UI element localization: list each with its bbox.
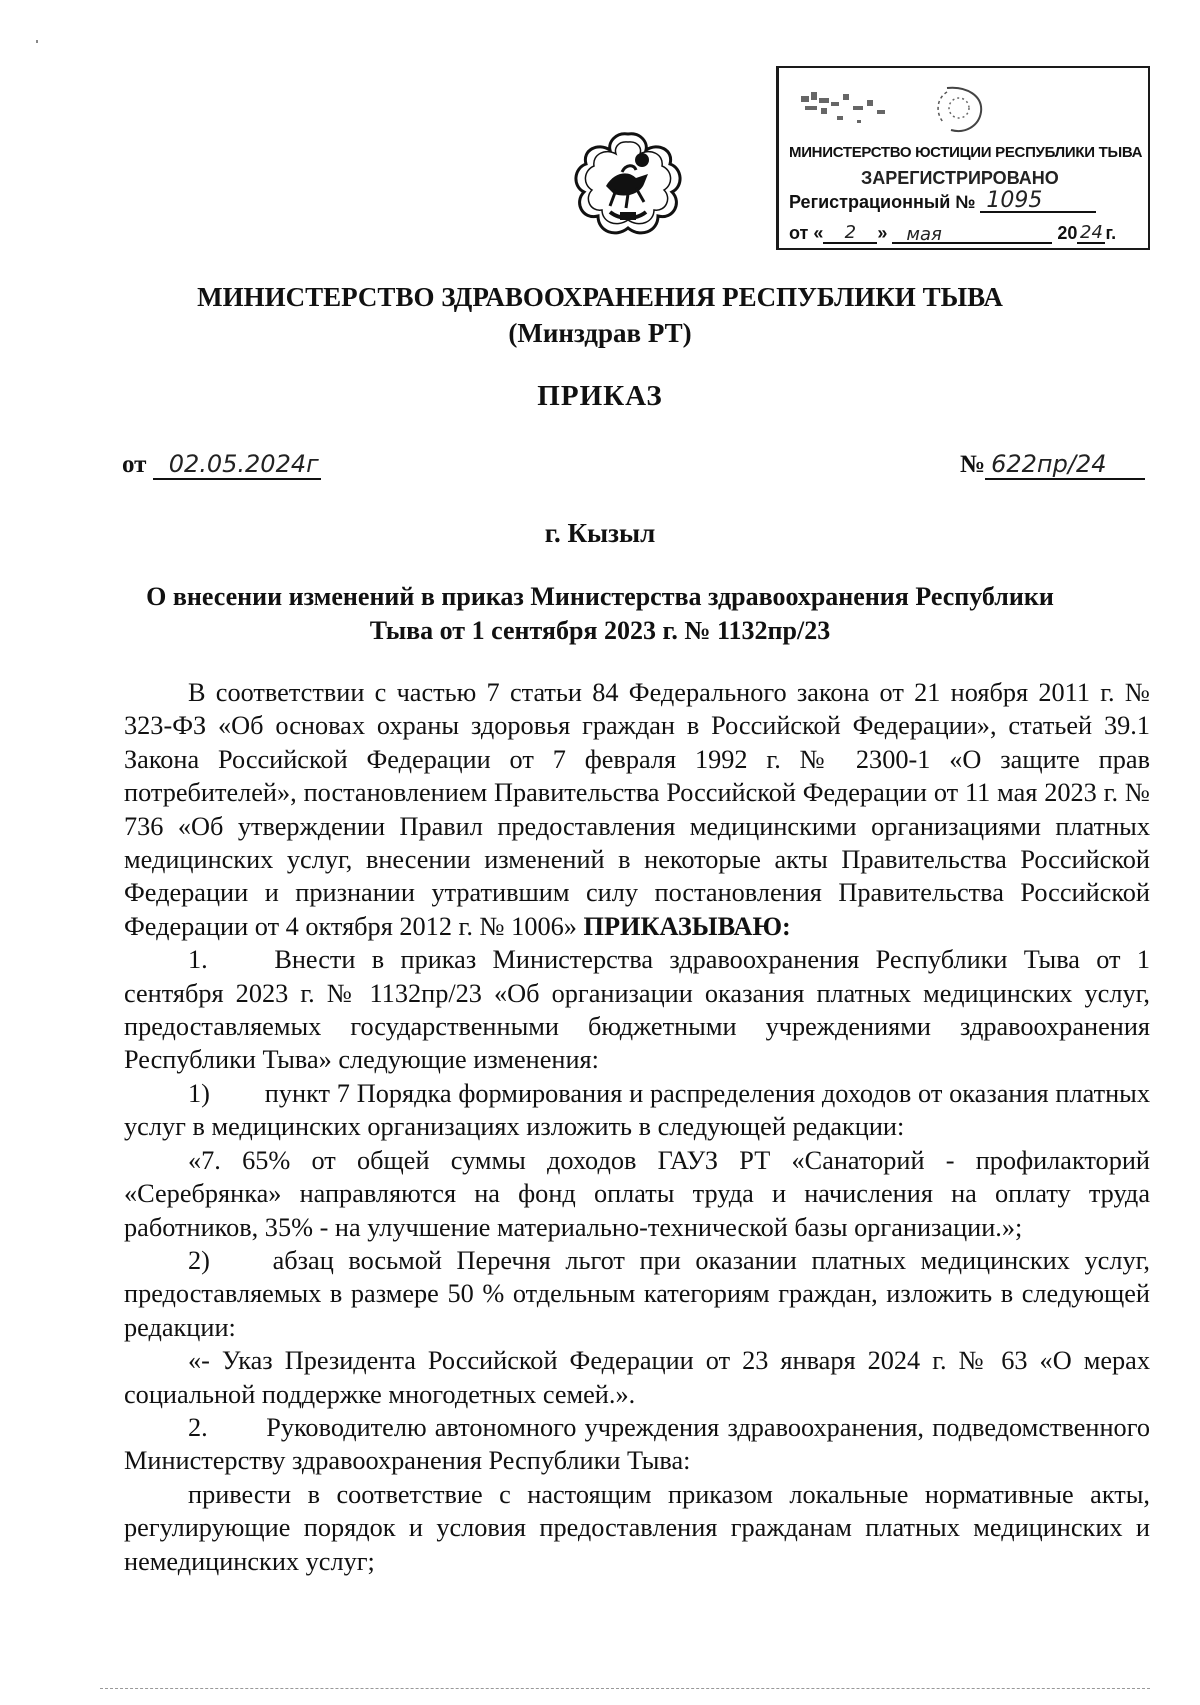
stamp-reg-line: [789, 188, 1096, 213]
preamble: [124, 676, 1150, 943]
item-2-paragraph: привести в соответствие с настоящим приказом локальные нормативные акты, регулирующие порядок и условия предоставления гражданам платных медицинских и немедицинских услуг;: [124, 1479, 1150, 1576]
subject-line-1: О внесении изменений в приказ Министерства здравоохранения Республики: [146, 582, 1054, 611]
scan-speck: [36, 40, 38, 43]
document-type: ПРИКАЗ: [537, 380, 663, 412]
stamp-date-prefix: от «: [789, 223, 824, 243]
item-2: [124, 1411, 1150, 1478]
stamp-date-year-prefix: 20: [1057, 223, 1078, 243]
stamp-date-sep: »: [877, 223, 888, 243]
subitem-1: [124, 1077, 1150, 1144]
stamp-date-suffix: г.: [1105, 223, 1117, 243]
stamp-reg-label: Регистрационный №: [789, 192, 976, 212]
subject-line-2: Тыва от 1 сентября 2023 г. № 1132пр/23: [369, 616, 831, 645]
item-1-number: 1.: [188, 945, 208, 975]
ministry-short-name: (Минздрав РТ): [508, 318, 692, 348]
subitem-1-text: пункт 7 Порядка формирования и распределения доходов от оказания платных услуг в медицинских организациях изложить в следующей редакции:: [124, 1078, 1150, 1142]
stamp-status: ЗАРЕГИСТРИРОВАНО: [861, 168, 1059, 188]
coat-of-arms-icon: [570, 128, 686, 242]
stamp-date-year: 24: [1077, 222, 1105, 244]
subitem-1-number: 1): [188, 1078, 210, 1108]
preamble-text: В соответствии с частью 7 статьи 84 Федерального закона от 21 ноября 2011 г. № 323-ФЗ «Об основах охраны здоровья граждан в Российской Федерации», статьей 39.1 Закона Российской Федерации от 7 февраля 1992 г. № 2300-1 «О защите прав потребителей», постановлением Правительства Российской Федерации от 11 мая 2023 г. № 736 «Об утверждении Правил предоставления медицинскими организациями платных медицинских услуг, внесении изменений в некоторые акты Правительства Российской Федерации и признании утратившим силу постановления Правительства Российской Федерации от 4 октября 2012 г. № 1006»: [124, 678, 1150, 941]
ministry-title: МИНИСТЕРСТВО ЗДРАВООХРАНЕНИЯ РЕСПУБЛИКИ ТЫВА: [197, 282, 1003, 312]
order-date: [122, 450, 321, 480]
subitem-2-number: 2): [188, 1245, 210, 1275]
subitem-2-quote: «- Указ Президента Российской Федерации от 23 января 2024 г. № 63 «О мерах социальной поддержке многодетных семей.».: [124, 1346, 1150, 1409]
subitem-1-quote: «7. 65% от общей суммы доходов ГАУЗ РТ «Санаторий - профилакторий «Серебрянка» направляются на фонд оплаты труда и начисления на оплату труда работников, 35% - на улучшение материально-технической базы организации.»;: [124, 1145, 1150, 1242]
item-2-text: Руководителю автономного учреждения здравоохранения, подведомственного Министерству здравоохранения Республики Тыва:: [124, 1412, 1150, 1476]
stamp-seal-icon: [797, 82, 997, 142]
document-body: [124, 676, 1150, 1578]
order-date-value: 02.05.2024г: [153, 450, 321, 480]
stamp-date-day: 2: [823, 222, 877, 244]
stamp-org: МИНИСТЕРСТВО ЮСТИЦИИ РЕСПУБЛИКИ ТЫВА: [789, 144, 1143, 161]
order-number: [960, 450, 1145, 480]
subitem-2-text: абзац восьмой Перечня льгот при оказании платных медицинских услуг, предоставляемых в размере 50 % отдельным категориям граждан, изложить в следующей редакции:: [124, 1245, 1150, 1342]
stamp-date-line: [789, 222, 1116, 244]
stamp-reg-number: 1095: [986, 188, 1043, 213]
order-date-label: от: [122, 451, 147, 478]
order-number-value: 622пр/24: [985, 450, 1145, 480]
item-2-number: 2.: [188, 1412, 208, 1442]
order-number-label: №: [960, 451, 986, 478]
order-word: ПРИКАЗЫВАЮ:: [583, 911, 791, 941]
registration-stamp: [776, 66, 1150, 250]
city: г. Кызыл: [544, 518, 656, 548]
stamp-reg-blank: [980, 188, 1096, 213]
stamp-date-month: мая: [892, 224, 1052, 244]
subitem-2: [124, 1244, 1150, 1344]
item-1: [124, 943, 1150, 1077]
footer-divider: [100, 1688, 1150, 1689]
item-1-text: Внести в приказ Министерства здравоохранения Республики Тыва от 1 сентября 2023 г. № 1132пр/23 «Об организации оказания платных медицинских услуг, предоставляемых государственными бюджетными учреждениями здравоохранения Республики Тыва» следующие изменения:: [124, 945, 1150, 1075]
